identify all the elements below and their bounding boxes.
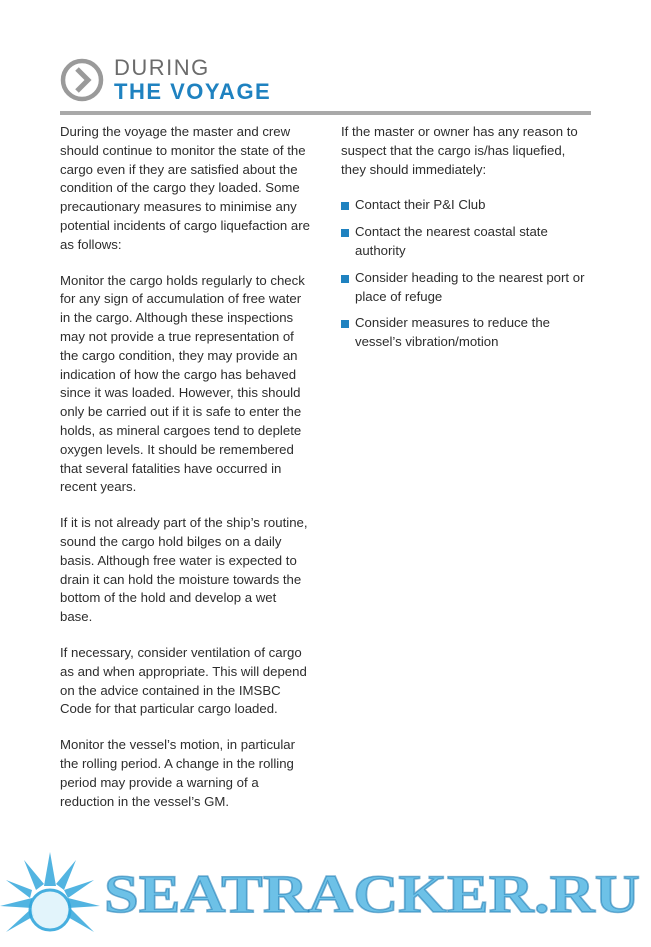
list-item	[341, 196, 593, 215]
title-line-during: DURING	[114, 55, 210, 80]
list-item-text: Contact the nearest coastal state authority	[355, 224, 548, 258]
list-item-text: Consider measures to reduce the vessel’s vibration/motion	[355, 315, 550, 350]
square-bullet-icon	[341, 275, 349, 283]
right-column	[341, 123, 593, 360]
list-item	[341, 269, 593, 307]
list-item-text: Consider heading to the nearest port or place of refuge	[355, 269, 585, 304]
chevron-right-circle-icon	[60, 58, 104, 102]
section-header	[60, 56, 600, 106]
paragraph-ventilation: If necessary, consider ventilation of cargo as and when appropriate. This will depend on the advice contained in the IMSBC Code for that particular cargo loaded.	[60, 644, 307, 717]
square-bullet-icon	[341, 202, 349, 210]
square-bullet-icon	[341, 229, 349, 237]
watermark	[0, 848, 651, 947]
list-item	[341, 314, 593, 352]
paragraph-intro: During the voyage the master and crew should continue to monitor the state of the cargo even if they are satisfied about the condition of the cargo they loaded. Some precautionary measures to minimise any potential incidents of cargo liquefaction are as follows:	[60, 124, 310, 252]
list-item-text: Contact their P&I Club	[355, 197, 486, 213]
list-item	[341, 223, 593, 261]
left-column	[60, 123, 312, 828]
paragraph-monitor-holds: Monitor the cargo holds regularly to check for any sign of accumulation of free water in the cargo. Although these inspections may not provide a true representation of the cargo condition, they may provide an indication of how the cargo has behaved since it was loaded. However, this should only be carried out if it is safe to enter the holds, as mineral cargoes tend to deplete oxygen levels. It should be remembered that several fatalities have occurred in recent years.	[60, 272, 305, 495]
action-list	[341, 196, 593, 352]
paragraph-sound-bilges: If it is not already part of the ship’s routine, sound the cargo hold bilges on a daily basis. Although free water is expected to drain it can hold the moisture towards the bottom of the hold and develop a wet base.	[60, 515, 308, 625]
paragraph-liquefied-intro: If the master or owner has any reason to suspect that the cargo is/has liquefied, they should immediately:	[341, 124, 578, 177]
title-line-the-voyage: THE VOYAGE	[114, 79, 272, 104]
watermark-text: SEATRACKER.RU	[104, 864, 640, 924]
header-divider	[60, 111, 591, 115]
paragraph-vessel-motion: Monitor the vessel’s motion, in particular the rolling period. A change in the rolling period may provide a warning of a reduction in the vessel’s GM.	[60, 737, 296, 809]
square-bullet-icon	[341, 320, 349, 328]
sun-burst-icon	[0, 852, 100, 932]
section-title	[114, 56, 271, 104]
